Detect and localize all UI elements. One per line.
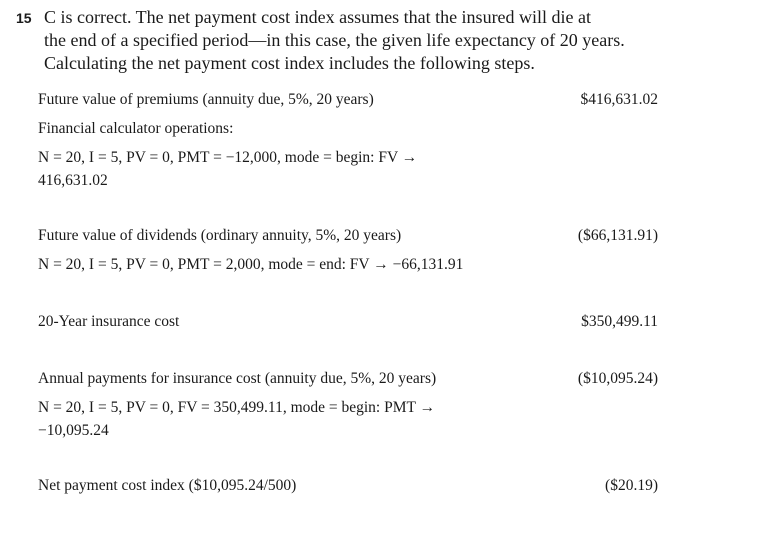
net-index-amount: ($20.19): [605, 477, 658, 494]
intro-line-1: C is correct. The net payment cost index assumes that the insured will die at: [44, 7, 592, 27]
dividends-label: Future value of dividends (ordinary annuity, 5%, 20 years): [38, 227, 402, 244]
annual-payments-calc-line-1: N = 20, I = 5, PV = 0, FV = 350,499.11, mode = begin: PMT →: [38, 399, 436, 416]
premiums-calc-line-1: N = 20, I = 5, PV = 0, PMT = −12,000, mode = begin: FV →: [38, 149, 418, 166]
annual-payments-label: Annual payments for insurance cost (annuity due, 5%, 20 years): [38, 370, 437, 387]
intro-line-3: Calculating the net payment cost index includes the following steps.: [44, 53, 535, 73]
annual-payments-amount: ($10,095.24): [577, 370, 658, 387]
annual-payments-calc-line-2: −10,095.24: [38, 422, 109, 439]
question-text: [44, 6, 756, 75]
insurance-cost-label: 20-Year insurance cost: [38, 313, 180, 330]
question-number: 15: [16, 10, 32, 26]
intro-line-2: the end of a specified period—in this case, the given life expectancy of 20 years.: [44, 30, 625, 50]
net-index-label: Net payment cost index ($10,095.24/500): [38, 477, 297, 494]
dividends-amount: ($66,131.91): [577, 227, 658, 244]
question-intro: [16, 6, 756, 75]
dividends-calc-line-1: N = 20, I = 5, PV = 0, PMT = 2,000, mode = end: FV → −66,131.91: [38, 256, 464, 273]
calculator-heading: Financial calculator operations:: [38, 120, 234, 137]
premiums-calc-line-2: 416,631.02: [38, 172, 108, 189]
insurance-cost-amount: $350,499.11: [581, 313, 658, 330]
premiums-label: Future value of premiums (annuity due, 5%, 20 years): [38, 91, 374, 108]
premiums-amount: $416,631.02: [580, 91, 658, 108]
